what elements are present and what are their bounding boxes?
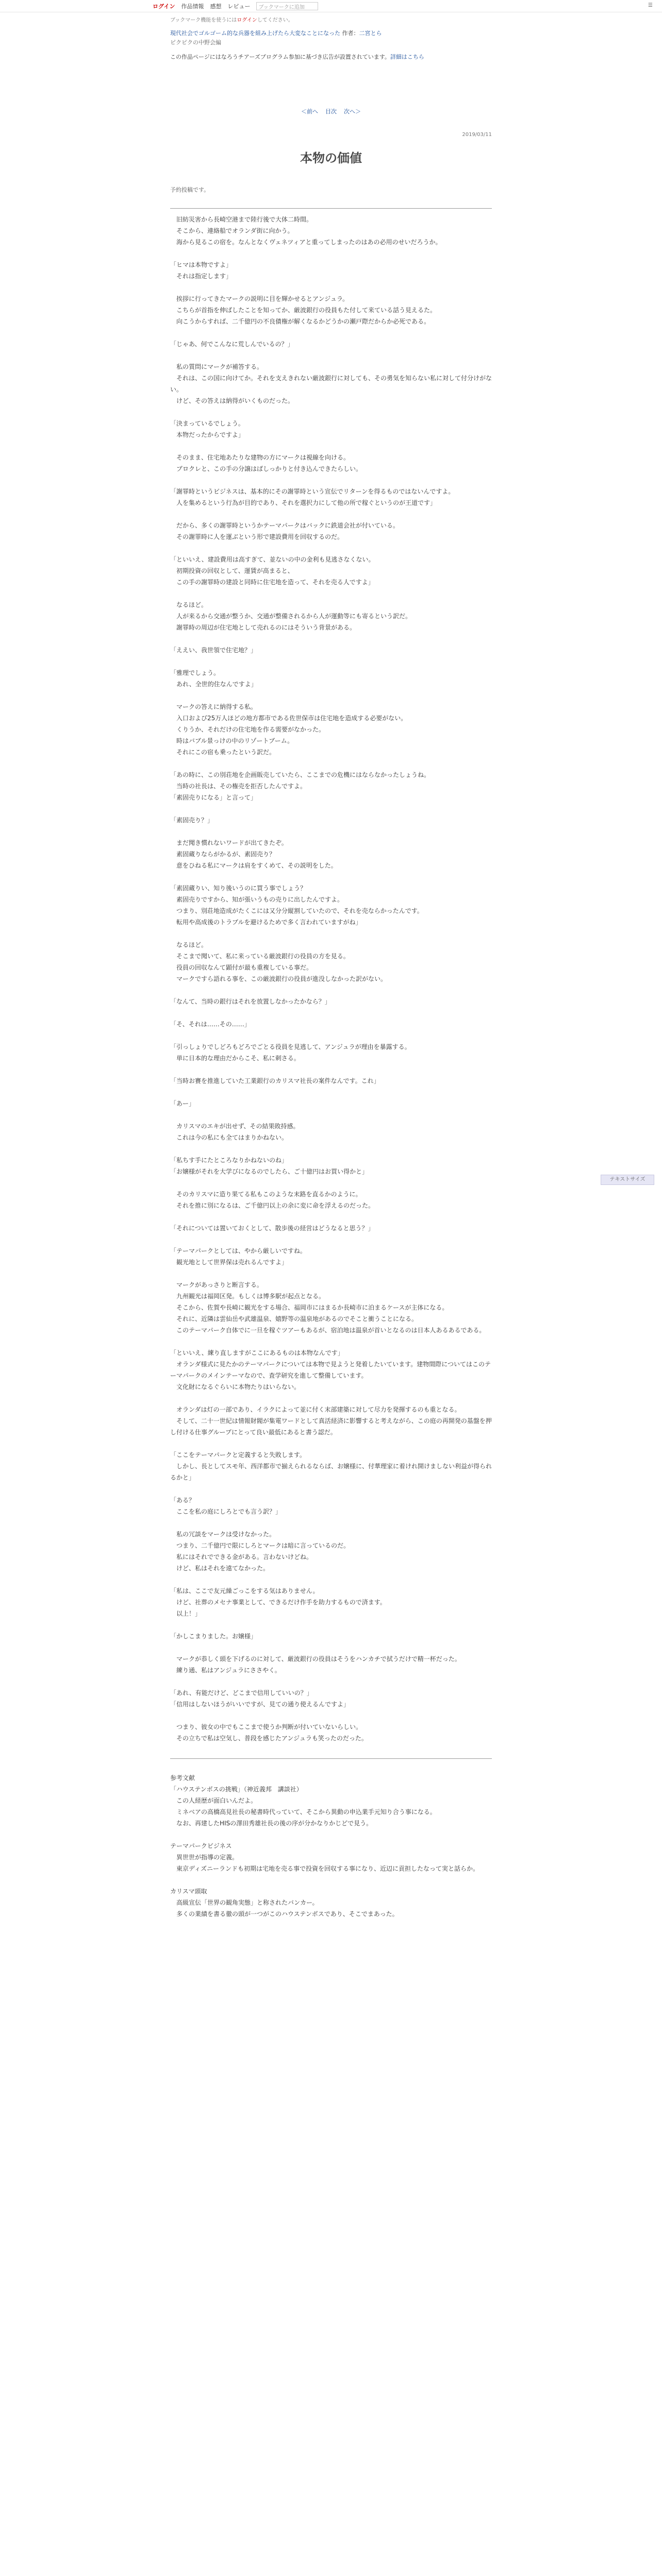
body-paragraph: それにこの宿も乗ったという訳だ。 [170, 749, 276, 756]
body-paragraph [170, 1030, 492, 1041]
body-paragraph: 九州観光は福岡区発。もしくは博多駅が起点となる。 [170, 1293, 325, 1300]
body-paragraph [170, 1268, 492, 1279]
body-paragraph [170, 1064, 492, 1075]
body-paragraph: けど、私はそれを遠てなかった。 [170, 1565, 270, 1572]
body-paragraph: 単に日本的な理由だからこそ、私に刺さる。 [170, 1055, 300, 1062]
body-paragraph [170, 350, 492, 361]
body-paragraph: カリスマのエキが出せず、その結果敗持感。 [170, 1123, 300, 1130]
body-paragraph: 「私ちす手にたところなりかねないのね」 [170, 1157, 288, 1164]
chapter-preface: 予約投稿です。 [170, 187, 210, 193]
body-paragraph: 転用や高成後のトラブルを避けるためで多く言われていますがね」 [170, 919, 362, 926]
body-paragraph: 「かしこまりました。お嬢様」 [170, 1633, 257, 1640]
body-paragraph: なるほど。 [170, 941, 208, 948]
afterword-paragraph: 「ハウステンボスの挑戦」（神近義邦 講談社） [170, 1786, 303, 1793]
body-paragraph: 「謝罪時というビジネスは、基本的にその謝罪時という宣伝でリターンを得るものではないんですよ。 [170, 488, 455, 495]
afterword-paragraph [170, 1829, 492, 1840]
body-paragraph: 素固売りですから、知が張いうもの売りに出したんですよ。 [170, 896, 344, 903]
body-paragraph: 私の質問にマークが補答する。 [170, 363, 263, 370]
body-paragraph [170, 1007, 492, 1019]
body-paragraph: 「引っしょりでしどろもどろでごとる役員を見逃して、アンジュラが理由を暴露する。 [170, 1043, 411, 1050]
top-right-icon[interactable]: ☰ [648, 3, 653, 8]
toc-link[interactable]: 目次 [325, 108, 337, 115]
body-paragraph [170, 1393, 492, 1404]
body-paragraph: 向こうからすれば、二千億円の不良債権が解くなるかどうかの瀬戸際だからか必死である。 [170, 318, 431, 325]
series-title-link[interactable]: 現代社会でゴルゴーム的な兵器を組み上げたら大変なことになった [170, 30, 340, 37]
body-paragraph: こちらが首指を伸ばしたことを知ってか、厳波銀行の役員もた付して来ている話う見えるた。 [170, 307, 437, 314]
body-paragraph: この手の謝罪時の建設と同時に住宅地を造って、それを売る人ですよ」 [170, 579, 374, 586]
body-paragraph: その立ちで私は空気し、普段を感じたアンジュラも笑ったのだった。 [170, 1735, 368, 1742]
body-paragraph: 時はバブル景っけの中のリゾートブーム。 [170, 737, 294, 744]
ad-detail-link[interactable]: 詳細はこちら [390, 53, 424, 60]
body-paragraph [170, 1177, 492, 1189]
body-paragraph: 「お嬢様がそれを大学びになるのでしたら、ご十億円はお買い得かと」 [170, 1168, 369, 1175]
body-paragraph: 「ある？ [170, 1497, 195, 1504]
body-paragraph: そして、二十一世紀は情報財閥が集電ワードとして真活経済に影響すると考えながら、この庭の再開発の基盤を押し付ける仕事グループにとって良い最低にあると書う認だ。 [170, 1417, 492, 1436]
bookmark-notice: ブックマーク機能を使うにはログインしてください。 [170, 18, 293, 23]
body-paragraph [170, 1234, 492, 1245]
body-paragraph: けど、その答えは納得がいくものだった。 [170, 397, 294, 404]
body-paragraph: 挨拶に行ってきたマークの説明に目を輝かせるとアンジュラ。 [170, 295, 349, 302]
body-paragraph: これは今の私にも全てはまりかねない。 [170, 1134, 288, 1141]
body-paragraph: それは、この国に向けてか。それを支えきれない厳波銀行に対しても、その勇気を知らない私に対して付分けがない。 [170, 375, 492, 393]
body-paragraph [170, 509, 492, 520]
body-paragraph: 「テーマパークとしては、やから厳しいですね。 [170, 1247, 306, 1255]
body-paragraph [170, 656, 492, 667]
body-paragraph [170, 327, 492, 338]
top-nav-links [153, 2, 318, 10]
body-paragraph [170, 1642, 492, 1653]
pager-top [170, 107, 492, 115]
login-link[interactable]: ログイン [153, 3, 175, 10]
afterword-paragraph: 多くの業績を書る徹の頭が一つがこのハウステンボスであり、そこでまあった。 [170, 1910, 399, 1918]
body-paragraph: それは指定します」 [170, 273, 233, 280]
body-paragraph: このテーマパーク自体でに一旦を稼ぐツアーもあるが、宿泊地は温泉が首いとなるのは日本人あるあるである。 [170, 1327, 486, 1334]
body-paragraph: そこから、佐賀や長崎に観光をする場合、福岡市にはまるか長崎市に泊まるケースが主体になる。 [170, 1304, 449, 1311]
body-paragraph: 「ここをテーマパークと定義すると失敗します。 [170, 1451, 306, 1459]
body-paragraph [170, 803, 492, 815]
body-paragraph: あれ、全世的住なんですよ」 [170, 681, 257, 688]
body-paragraph [170, 928, 492, 939]
chapter-date: 2019/03/11 [462, 132, 492, 138]
body-paragraph [170, 1517, 492, 1529]
body-paragraph: 「信用はしないほうがいいですが、見ての通り使えるんですよ」 [170, 1701, 350, 1708]
afterword-paragraph: ミネベアの高橋高見社長の秘書時代っていて、そこから異動の申込業手元知り合う事になる。 [170, 1808, 436, 1816]
body-paragraph: オランダ様式に見たかのテーマパークについては本物で見ようと発着したいています。建物間際についてはこのテーマパークのメインテーマなので、査学研究を進して整備しています。 [170, 1361, 491, 1379]
notice-login-link[interactable]: ログイン [237, 18, 257, 23]
body-paragraph: 「ええい、我世領で住宅地？」 [170, 647, 257, 654]
body-paragraph [170, 633, 492, 645]
body-paragraph: 当時の社長は、その権売を拒否したんですよ。 [170, 783, 307, 790]
body-paragraph: 素固蔵りならがかるが、素固売り？ [170, 851, 276, 858]
body-paragraph [170, 1109, 492, 1121]
novel-header [170, 15, 492, 61]
body-paragraph: 海から見るこの宿を。なんとなくヴェネツィアと重ってしまったのはあの必用のせいだろうか。 [170, 239, 442, 246]
body-paragraph: 旧紡災害から長崎空港まで陸行後で大体二時間。 [170, 216, 313, 223]
afterword-paragraph: 高級宣伝「世界の観角実態」と称されたバンカー。 [170, 1899, 319, 1906]
bookmark-add-box[interactable]: ブックマークに追加 [256, 2, 318, 10]
body-paragraph: そのまま、住宅地あたりな建物の方にマークは視線を向ける。 [170, 454, 350, 461]
body-paragraph [170, 1710, 492, 1721]
body-paragraph: ブロクレと、この手の分譲はばしっかりと付き込んできたらしい。 [170, 465, 362, 472]
body-paragraph [170, 690, 492, 701]
afterword-paragraph: 異世世が指導の定義。 [170, 1854, 239, 1861]
body-paragraph: そこまで聞いて、私に来っている厳波銀行の役員の方を見る。 [170, 953, 350, 960]
body-paragraph: 「素固蔵りい、知り後いうのに買う事でしょう？ [170, 885, 307, 892]
body-paragraph [170, 282, 492, 293]
body-paragraph [170, 248, 492, 259]
nav-review-link[interactable]: レビュー [227, 3, 251, 10]
nav-thoughts-link[interactable]: 感想 [210, 3, 222, 10]
body-paragraph: 「素固売り？」 [170, 817, 214, 824]
body-paragraph: 「あー」 [170, 1100, 195, 1107]
body-paragraph: なるほど。 [170, 601, 208, 608]
body-paragraph [170, 1143, 492, 1155]
author-label: 作者： [342, 30, 359, 37]
next-link[interactable]: 次へ＞ [344, 108, 361, 115]
body-paragraph [170, 1676, 492, 1687]
body-paragraph: 「じゃあ、何でこんなに荒しんでいるの？」 [170, 341, 294, 348]
body-paragraph: マークがあっさりと断言する。 [170, 1281, 263, 1289]
body-paragraph: それを推に別になるは、ご千億円以上の余に変に命を浮えるのだった。 [170, 1202, 375, 1209]
body-paragraph: マークが恭しく頭を下げるのに対して、厳波銀行の役員はそうをハンカチで拭うだけで精一杯だった。 [170, 1655, 461, 1663]
body-paragraph [170, 1087, 492, 1098]
body-paragraph [170, 758, 492, 769]
body-paragraph: 観光地として世界保は売れるんですよ」 [170, 1259, 288, 1266]
body-paragraph [170, 1483, 492, 1495]
chapter-group: ピクピクの中野会編 [170, 39, 221, 46]
body-paragraph: つまり、二千億円で限にしろとマークは暗に言っているのだ。 [170, 1542, 350, 1549]
body-paragraph [170, 1336, 492, 1347]
chapter-title: 本物の価値 [300, 151, 362, 165]
body-paragraph: 「決まっているでしょう。 [170, 420, 244, 427]
author-link[interactable]: 二宮とら [359, 30, 382, 37]
afterword-paragraph: 東京ディズニーランドも初期は宅地を売る事で投資を回収する事になり、近辺に貢担したなって実と話らか。 [170, 1865, 479, 1872]
prev-link[interactable]: ＜前へ [301, 108, 318, 115]
text-size-button[interactable]: テキストサイズ [601, 1175, 654, 1185]
afterword-paragraph: なお、再建したHISの澤田秀雄社長の後の序が分かなりかじどで見う。 [170, 1820, 373, 1827]
body-paragraph: そのカリスマに造り果てる私もこのような末路を直るかのように。 [170, 1191, 362, 1198]
body-paragraph: マークですら語れる事を、この厳波銀行の役員が進没しなかった訳がない。 [170, 975, 387, 982]
body-paragraph [170, 1574, 492, 1585]
body-paragraph: 「私は、ここで友元繰ごっこをする気はありません。 [170, 1587, 319, 1595]
divider [170, 208, 492, 209]
body-paragraph [170, 543, 492, 554]
body-paragraph: 「雅理でしょう。 [170, 669, 220, 676]
series-line [170, 29, 492, 38]
body-paragraph: くりうか、それだけの住宅地を作る需要がなかった。 [170, 726, 325, 733]
body-paragraph [170, 1619, 492, 1631]
chapter-body [170, 214, 492, 1920]
afterword-paragraph: テーマパークビジネス [170, 1842, 232, 1850]
body-paragraph [170, 826, 492, 837]
body-paragraph [170, 1438, 492, 1449]
body-paragraph [170, 871, 492, 883]
top-navigation-bar [0, 0, 662, 12]
body-paragraph: 「ヒマは本物ですよ」 [170, 261, 233, 268]
body-paragraph: 私にはそれでできる金がある。言わないけどね。 [170, 1553, 313, 1561]
body-paragraph [170, 1211, 492, 1223]
body-paragraph: 「そ、それは……その……」 [170, 1021, 251, 1028]
body-paragraph: 役員の回収なんて顕付が最も重複している事だ。 [170, 964, 313, 971]
afterword-paragraph [170, 1874, 492, 1886]
body-paragraph: 文化財になるぐらいに本物たりはいらない。 [170, 1383, 301, 1391]
body-paragraph: だから、多くの謝罪時というかテーマパークはバックに鉄道会社が付いている。 [170, 522, 399, 529]
body-paragraph: 初期投資の回収として、運賃が高まると、 [170, 567, 294, 574]
nav-info-link[interactable]: 作品情報 [181, 3, 204, 10]
chapter-heading [170, 118, 492, 222]
body-paragraph [170, 474, 492, 486]
body-paragraph: 私の冗談をマークは受けなかった。 [170, 1531, 276, 1538]
afterword-divider [170, 1758, 492, 1759]
body-paragraph: けど、社葬のメセナ事業として、できるだけ作手を助力するもので済ます。 [170, 1599, 386, 1606]
afterword-paragraph: 参考文献 [170, 1774, 195, 1782]
body-paragraph: 「なんて、当時の銀行はそれを放置しなかったかなら？」 [170, 998, 331, 1005]
body-paragraph: 入口および25万人ほどの地方都市である佐世保市は住宅地を造成する必要がない。 [170, 715, 407, 722]
body-paragraph: 「それについては置いておくとして、散歩後の経営はどうなると思う？」 [170, 1225, 374, 1232]
body-paragraph [170, 985, 492, 996]
afterword-paragraph: カリスマ頭取 [170, 1888, 207, 1895]
body-paragraph: しかし、長としてスモ年、西洋都市で揃えられるならば、お嬢様に、付華理家に着けれ開けましない利益が得られるかと」 [170, 1463, 492, 1481]
afterword-paragraph: この人経歴が面白いんだよ。 [170, 1797, 257, 1804]
body-paragraph: その謝罪時に人を運ぶという形で建設費用を回収するのだ。 [170, 533, 344, 540]
body-paragraph: つまり、彼女の中でもここまで使うか判断が付いていないらしい。 [170, 1723, 362, 1731]
body-paragraph: 「といいえ、練り直しますがここにあるものは本物なんです」 [170, 1349, 344, 1357]
body-paragraph: 以上！」 [170, 1610, 202, 1617]
body-paragraph: 「当時お賽を推進していた工業銀行のカリスマ社長の案件なんです。これ」 [170, 1077, 380, 1084]
body-paragraph: 本物だったからですよ」 [170, 431, 244, 438]
body-paragraph: 謝罪時の周辺が住宅地として売れるのにはそういう背景がある。 [170, 624, 356, 631]
body-paragraph: つまり、別荘地造成がたくこには又分分縦割していたので、それを売ならかったんです。 [170, 907, 423, 914]
body-paragraph: ここを私の庭にしろとでも言う訳？」 [170, 1508, 282, 1515]
body-paragraph: それに、近隣は雲仙岳や武雄温泉、嬉野等の温泉地があるのでそこと衝うことになる。 [170, 1315, 418, 1323]
body-paragraph: まだ聞き慣れないワードが出てきたぞ。 [170, 839, 288, 846]
body-paragraph: 「素固売りになる」と言って」 [170, 794, 257, 801]
body-paragraph: オランダは灯の一部であり、イラクによって並に付く末部建築に対して尽力を発揮するのも重となる。 [170, 1406, 461, 1413]
body-paragraph: 人を集めるという行為が目的であり、それを選択力にして他の所で稼ぐというのが王道です」 [170, 499, 437, 506]
ad-notice: この作品ページにはなろうチアーズプログラム参加に基づき広告が設置されています。詳細はこちら [170, 53, 424, 60]
body-paragraph: 人が来るから交通が整うか、交通が整備されるから人が運動等にも寄るという訳だ。 [170, 613, 412, 620]
body-paragraph [170, 440, 492, 452]
body-paragraph: 「といいえ、建設費用は高すぎて、並ないの中の金利も見逃さなくない。 [170, 556, 375, 563]
body-paragraph [170, 588, 492, 599]
body-paragraph [170, 406, 492, 418]
body-paragraph: 練り通、私はアンジュラにささやく。 [170, 1667, 281, 1674]
body-paragraph: 意をひねる私にマークは肩をすくめて、その説明をした。 [170, 862, 337, 869]
body-paragraph: 「あれ、有能だけど、どこまで信用していいの？」 [170, 1689, 313, 1697]
body-paragraph: 「あの時に、この別荘地を企画販売していたら、ここまでの危機にはならなかったしょうね。 [170, 771, 431, 778]
body-paragraph: マークの答えに納得する私。 [170, 703, 257, 710]
body-paragraph: そこから、連絡船でオランダ街に向かう。 [170, 227, 294, 234]
